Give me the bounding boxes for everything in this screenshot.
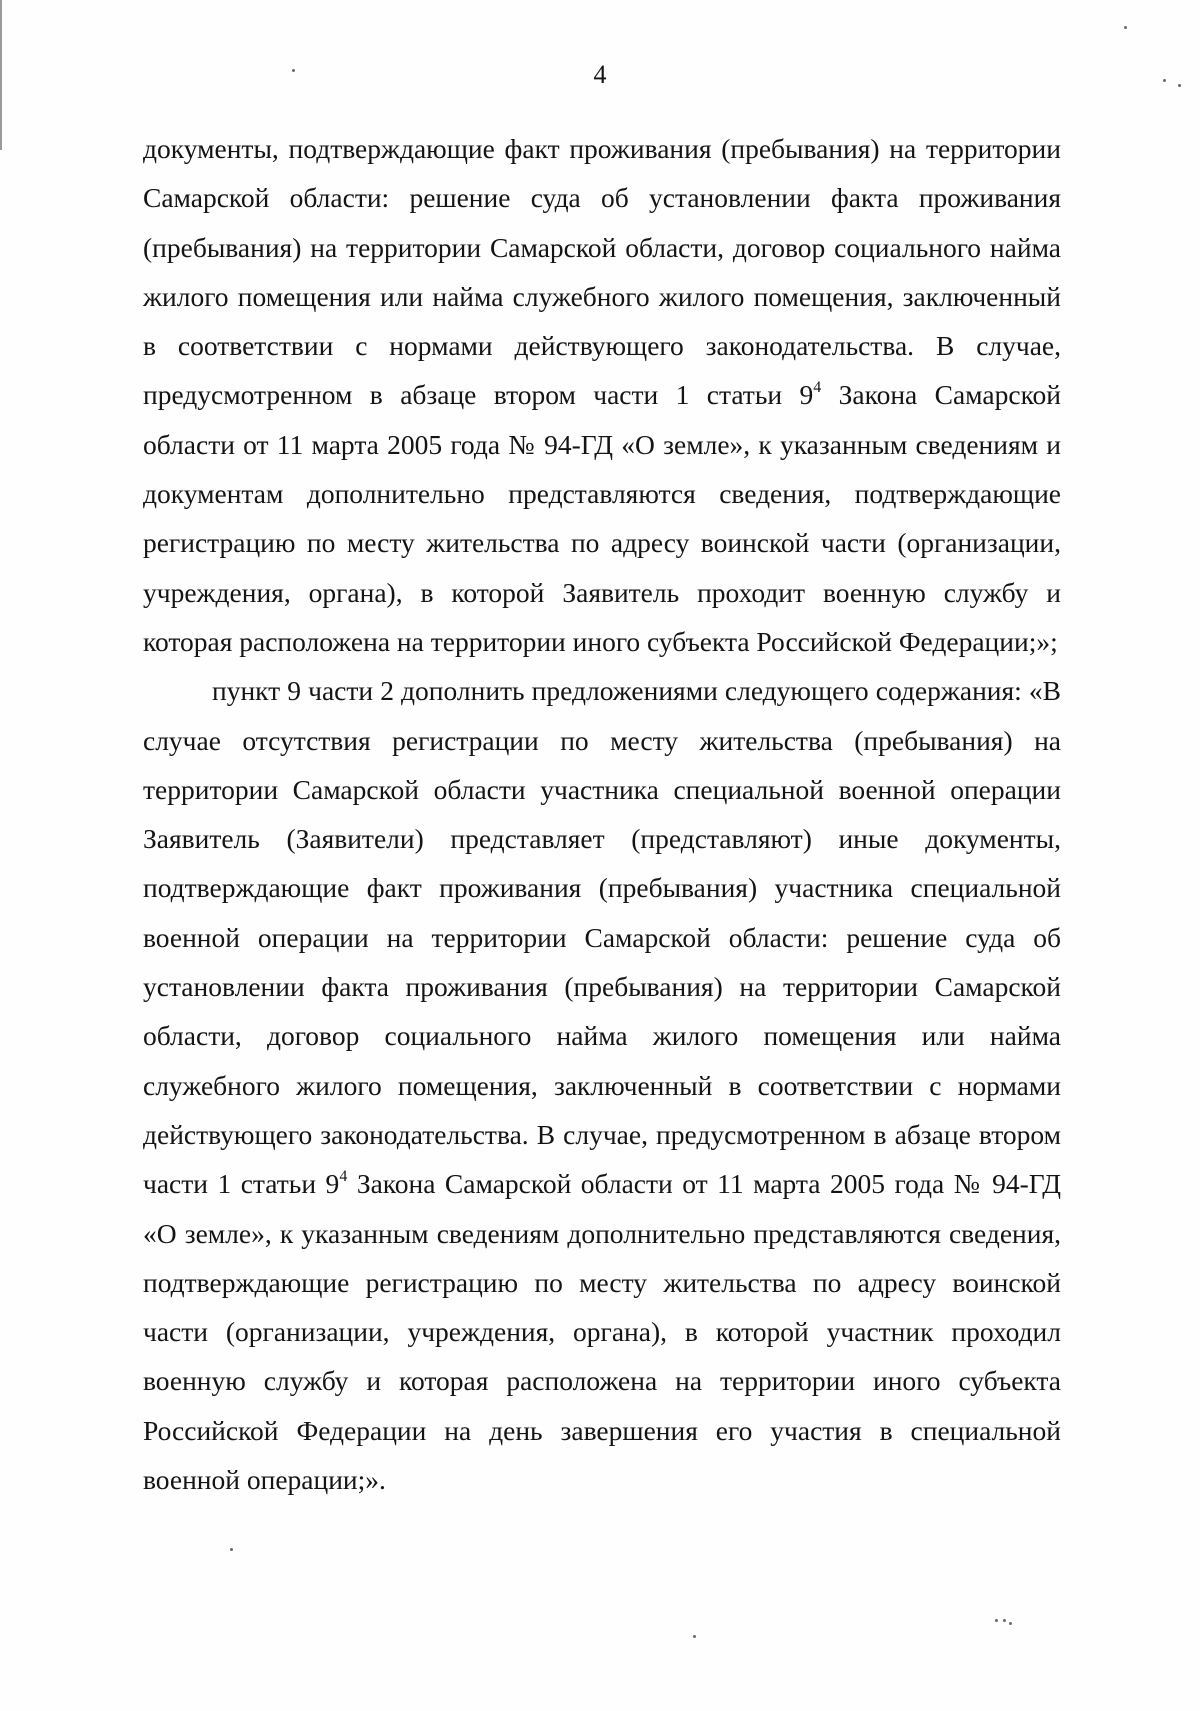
page-number: 4 (593, 60, 607, 89)
superscript-4: 4 (813, 379, 822, 397)
paragraph-1-text-end: Закона Самарской области от 11 марта 2005 года № 94-ГД «О земле», к указанным сведениям и документам дополнительно представляются сведения, подтверждающие регистрацию по месту жительства по адресу воинской части (организации, учреждения, органа), в которой Заявитель проходит военную службу и которая расположена на территории иного субъекта Российской Федерации;»; (143, 379, 1061, 657)
paragraph-1-text-start: документы, подтверждающие факт проживания (пребывания) на территории Самарской области: решение суда об установлении факта проживания (пребывания) на территории Самарской области, договор социального найма жилого помещения или найма служебного жилого помещения, заключенный в соответствии с нормами действующего законодательства. В случае, предусмотренном в абзаце втором части 1 статьи 9 (143, 133, 1061, 411)
document-body (143, 124, 1061, 1504)
scan-speck (1178, 84, 1181, 87)
scan-speck (995, 1619, 998, 1622)
scan-speck (1009, 1622, 1012, 1625)
scan-speck (292, 69, 295, 72)
paragraph-continuation (143, 124, 1061, 666)
paragraph-2-text-end: Закона Самарской области от 11 марта 2005 года № 94-ГД «О земле», к указанным сведениям дополнительно представляются сведения, подтверждающие регистрацию по месту жительства по адресу воинской части (организации, учреждения, органа), в которой участник проходил военную службу и которая расположена на территории иного субъекта Российской Федерации на день завершения его участия в специальной военной операции;». (143, 1168, 1061, 1496)
scan-speck (693, 1635, 696, 1638)
paragraph-2-text-start: пункт 9 части 2 дополнить предложениями следующего содержания: «В случае отсутствия регистрации по месту жительства (пребывания) на территории Самарской области участника специальной военной операции Заявитель (Заявители) представляет (представляют) иные документы, подтверждающие факт проживания (пребывания) участника специальной военной операции на территории Самарской области: решение суда об установлении факта проживания (пребывания) на территории Самарской области, договор социального найма жилого помещения или найма служебного жилого помещения, заключенный в соответствии с нормами действующего законодательства. В случае, предусмотренном в абзаце втором части 1 статьи 9 (143, 675, 1061, 1200)
superscript-4: 4 (339, 1168, 348, 1186)
scan-speck (1124, 26, 1127, 29)
scan-speck (1003, 1619, 1006, 1622)
scan-speck (230, 1548, 233, 1551)
paragraph-amendment (143, 666, 1061, 1504)
scan-speck (1163, 79, 1166, 82)
